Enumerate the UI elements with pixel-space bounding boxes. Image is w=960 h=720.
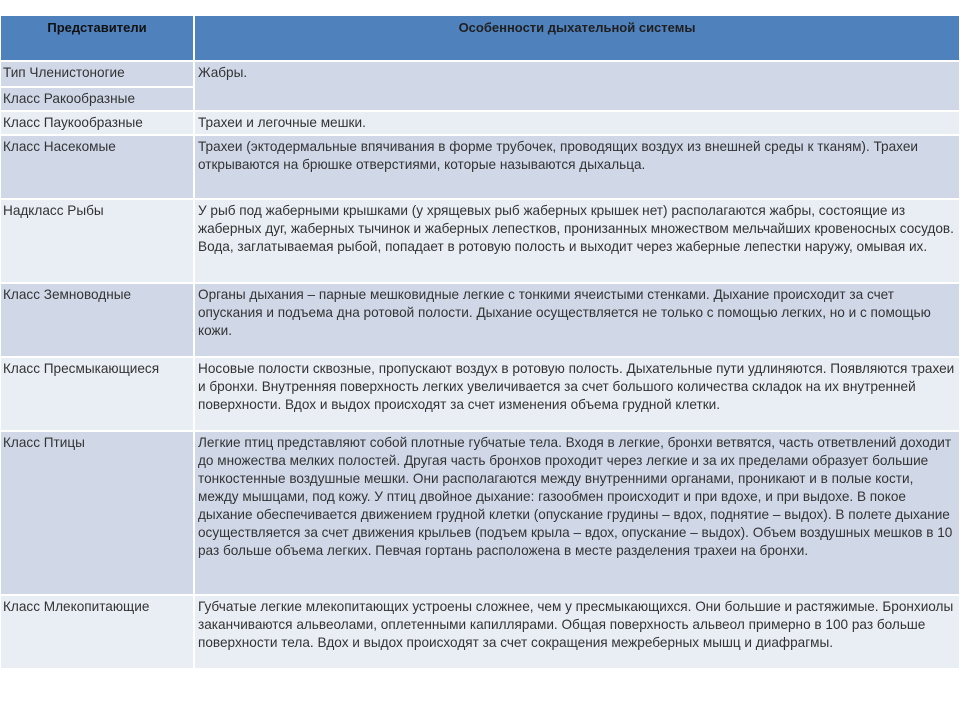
table-header-row: [1, 16, 959, 60]
merged-feature-cell-row: [1, 62, 959, 110]
table-row: [1, 284, 959, 356]
table-row: [1, 136, 959, 198]
feature-cell: Трахеи (эктодермальные впячивания в форме трубочек, проводящих воздух из внешней среды к тканям). Трахеи открываются на брюшке отверстиями, которые называются дыхальца.: [195, 136, 959, 198]
group-cell: Класс Пресмыкающиеся: [1, 358, 193, 430]
table-row: [1, 432, 959, 594]
group-cell: Класс Млекопитающие: [1, 596, 193, 668]
feature-cell: У рыб под жаберными крышками (у хрящевых рыб жаберных крышек нет) располагаются жабры, состоящие из жаберных дуг, жаберных тычинок и жаберных лепестков, пронизанных множеством мельчайших кровеносных сосудов. Вода, заглатываемая рыбой, попадает в ротовую полость и выходит через жаберные лепестки наружу, омывая их.: [195, 200, 959, 282]
feature-cell: Жабры.: [195, 62, 959, 110]
group-cell: Надкласс Рыбы: [1, 200, 193, 282]
table-row: [1, 596, 959, 668]
feature-cell: Легкие птиц представляют собой плотные губчатые тела. Входя в легкие, бронхи ветвятся, часть ответвлений доходит до множества мелких полостей. Другая часть бронхов проходит через легкие и за их пределами образует большие тонкостенные воздушные мешки. Они располагаются между внутренними органами, проникают и в полые кости, между мышцами, под кожу. У птиц двойное дыхание: газообмен происходит и при вдохе, и при выдохе. В покое дыхание обеспечивается движением грудной клетки (опускание грудины – вдох, поднятие – выдох). В полете дыхание осуществляется за счет движения крыльев (подъем крыла – вдох, опускание – выдох). Объем воздушных мешков в 10 раз больше объема легких. Певчая гортань расположена в месте разделения трахеи на бронхи.: [195, 432, 959, 594]
group-cell: Класс Паукообразные: [1, 112, 193, 134]
table-row: [1, 358, 959, 430]
group-cell: Класс Земноводные: [1, 284, 193, 356]
header-feature: Особенности дыхательной системы: [195, 16, 959, 60]
table-row: [1, 112, 959, 134]
feature-cell: Органы дыхания – парные мешковидные легкие с тонкими ячеистыми стенками. Дыхание происходит за счет опускания и подъема дна ротовой полости. Дыхание осуществляется не только с помощью легких, но и с помощью кожи.: [195, 284, 959, 356]
header-group: Представители: [1, 16, 193, 60]
feature-cell: Носовые полости сквозные, пропускают воздух в ротовую полость. Дыхательные пути удлиняются. Появляются трахеи и бронхи. Внутренняя поверхность легких увеличивается за счет большого количества складок на их внутренней поверхности. Вдох и выдох происходят за счет изменения объема грудной клетки.: [195, 358, 959, 430]
group-cell: Класс Птицы: [1, 432, 193, 594]
group-cell: Тип Членистоногие: [1, 62, 193, 86]
table-row: [1, 200, 959, 282]
group-cell: Класс Насекомые: [1, 136, 193, 198]
feature-cell: Губчатые легкие млекопитающих устроены сложнее, чем у пресмыкающихся. Они большие и растяжимые. Бронхиолы заканчиваются альвеолами, оплетенными капиллярами. Общая поверхность альвеол примерно в 100 раз больше поверхности тела. Вдох и выдох происходят за счет сокращения межреберных мышц и диафрагмы.: [195, 596, 959, 668]
group-cell: Класс Ракообразные: [1, 88, 193, 110]
feature-cell: Трахеи и легочные мешки.: [195, 112, 959, 134]
